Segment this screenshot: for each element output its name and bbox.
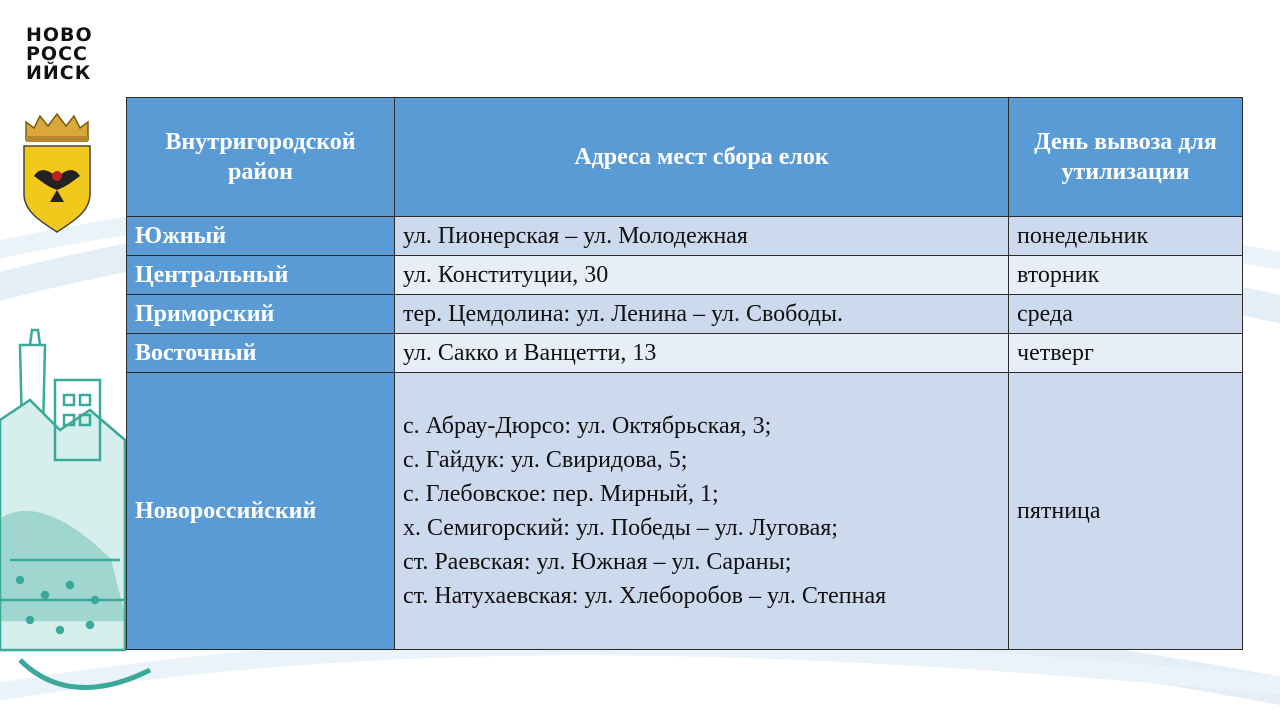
address-line: с. Глебовское: пер. Мирный, 1; bbox=[403, 481, 719, 507]
address-cell bbox=[395, 373, 1009, 650]
table-row bbox=[127, 217, 1243, 256]
address-line: с. Гайдук: ул. Свиридова, 5; bbox=[403, 447, 688, 473]
day-cell: понедельник bbox=[1009, 217, 1243, 256]
day-cell: среда bbox=[1009, 295, 1243, 334]
logo-line: РОСС bbox=[26, 43, 88, 65]
table-header-row bbox=[127, 98, 1243, 217]
district-cell: Южный bbox=[127, 217, 395, 256]
address-line: х. Семигорский: ул. Победы – ул. Луговая; bbox=[403, 515, 838, 541]
table-row bbox=[127, 295, 1243, 334]
district-cell: Новороссийский bbox=[127, 373, 395, 650]
address-cell: тер. Цемдолина: ул. Ленина – ул. Свободы. bbox=[395, 295, 1009, 334]
day-cell: вторник bbox=[1009, 256, 1243, 295]
day-cell: пятница bbox=[1009, 373, 1243, 650]
table-row bbox=[127, 373, 1243, 650]
table-row bbox=[127, 334, 1243, 373]
logo-line: НОВО bbox=[26, 24, 93, 46]
address-line: ст. Раевская: ул. Южная – ул. Сараны; bbox=[403, 549, 792, 575]
city-logo bbox=[26, 26, 106, 83]
district-cell: Восточный bbox=[127, 334, 395, 373]
collection-schedule-table bbox=[126, 97, 1243, 650]
district-cell: Приморский bbox=[127, 295, 395, 334]
header-address: Адреса мест сбора елок bbox=[395, 98, 1009, 217]
address-cell: ул. Пионерская – ул. Молодежная bbox=[395, 217, 1009, 256]
day-cell: четверг bbox=[1009, 334, 1243, 373]
address-line: с. Абрау-Дюрсо: ул. Октябрьская, 3; bbox=[403, 413, 772, 439]
table-row bbox=[127, 256, 1243, 295]
address-line: ст. Натухаевская: ул. Хлеборобов – ул. Степная bbox=[403, 583, 887, 609]
header-day: День вывоза для утилизации bbox=[1009, 98, 1243, 217]
coat-of-arms-icon bbox=[20, 110, 94, 236]
address-cell: ул. Конституции, 30 bbox=[395, 256, 1009, 295]
district-cell: Центральный bbox=[127, 256, 395, 295]
header-district: Внутригородской район bbox=[127, 98, 395, 217]
address-cell: ул. Сакко и Ванцетти, 13 bbox=[395, 334, 1009, 373]
logo-line: ИЙСК bbox=[26, 62, 92, 84]
